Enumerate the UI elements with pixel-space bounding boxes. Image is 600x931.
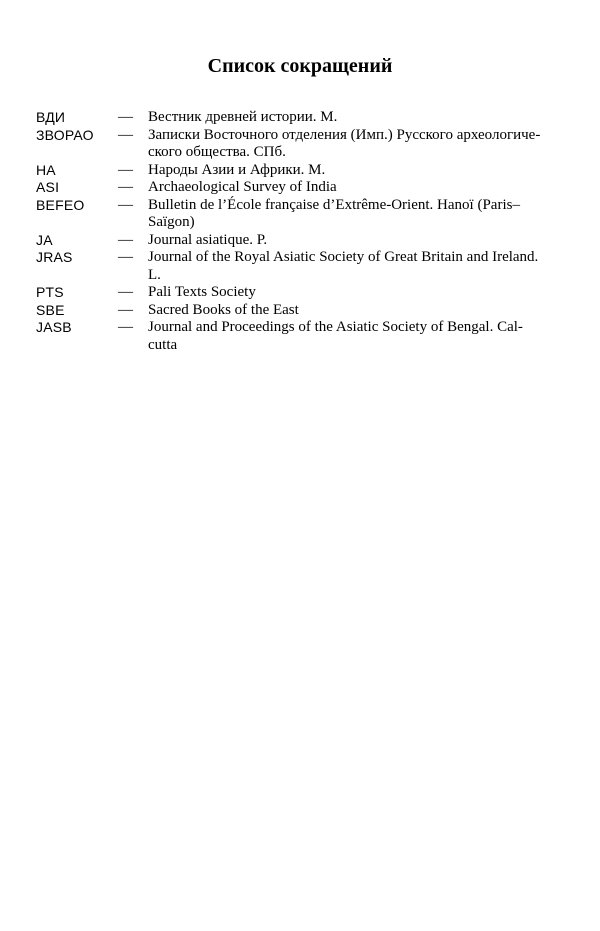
abbreviation-description [148,302,566,320]
abbreviation-row [36,179,566,197]
dash-separator: — [118,109,133,125]
description-line: Journal of the Royal Asiatic Society of Great Britain and Ireland. [148,249,539,265]
abbreviation-row [36,249,566,284]
abbreviation-description [148,179,566,197]
abbreviation-row [36,232,566,250]
abbreviation-description [148,127,566,162]
abbreviation-description [148,197,566,232]
abbreviation-row [36,162,566,180]
abbreviation-row [36,302,566,320]
description-line: Bulletin de l’École française d’Extrême-Orient. Hanoï (Paris– [148,196,520,213]
abbreviation: JA [36,231,53,248]
abbreviation-description [148,319,566,354]
description-line: L. [148,266,161,283]
description-line: Saïgon) [148,214,195,230]
abbreviation-description [148,284,566,302]
abbreviation: ЗВОРАО [36,126,94,143]
abbreviation-description [148,109,566,127]
dash-separator: — [118,161,133,178]
abbreviation: PTS [36,284,64,300]
abbreviation-row [36,127,566,162]
description-line: Pali Texts Society [148,284,256,300]
abbreviation-list [36,109,566,354]
abbreviation-row [36,284,566,302]
abbreviation-row [36,319,566,354]
description-line: Journal and Proceedings of the Asiatic Society of Bengal. Cal- [148,319,523,335]
abbreviation: JRAS [36,249,73,265]
description-line: Journal asiatique. P. [148,231,268,248]
dash-separator: — [118,196,133,213]
description-line: Sacred Books of the East [148,301,299,318]
abbreviation: SBE [36,301,65,318]
abbreviation: ВДИ [36,109,66,125]
dash-separator: — [118,301,133,318]
abbreviation-description [148,249,566,284]
dash-separator: — [118,231,133,248]
abbreviation-row [36,197,566,232]
description-line: Народы Азии и Африки. М. [148,161,326,178]
abbreviation: BEFEO [36,196,85,213]
description-line: ского общества. СПб. [148,144,286,160]
abbreviation: НА [36,161,56,178]
description-line: Archaeological Survey of India [148,179,337,195]
description-line: Вестник древней истории. М. [148,109,338,125]
abbreviation: JASB [36,319,72,335]
dash-separator: — [118,249,133,265]
description-line: Записки Восточного отделения (Имп.) Русского археологиче- [148,126,541,143]
description-line: cutta [148,336,178,353]
dash-separator: — [118,126,133,143]
abbreviation-row [36,109,566,127]
abbreviation: ASI [36,179,60,195]
dash-separator: — [118,319,133,335]
abbreviation-description [148,162,566,180]
abbreviation-description [148,232,566,250]
dash-separator: — [118,284,133,300]
dash-separator: — [118,179,133,195]
page-title: Список сокращений [207,55,393,78]
